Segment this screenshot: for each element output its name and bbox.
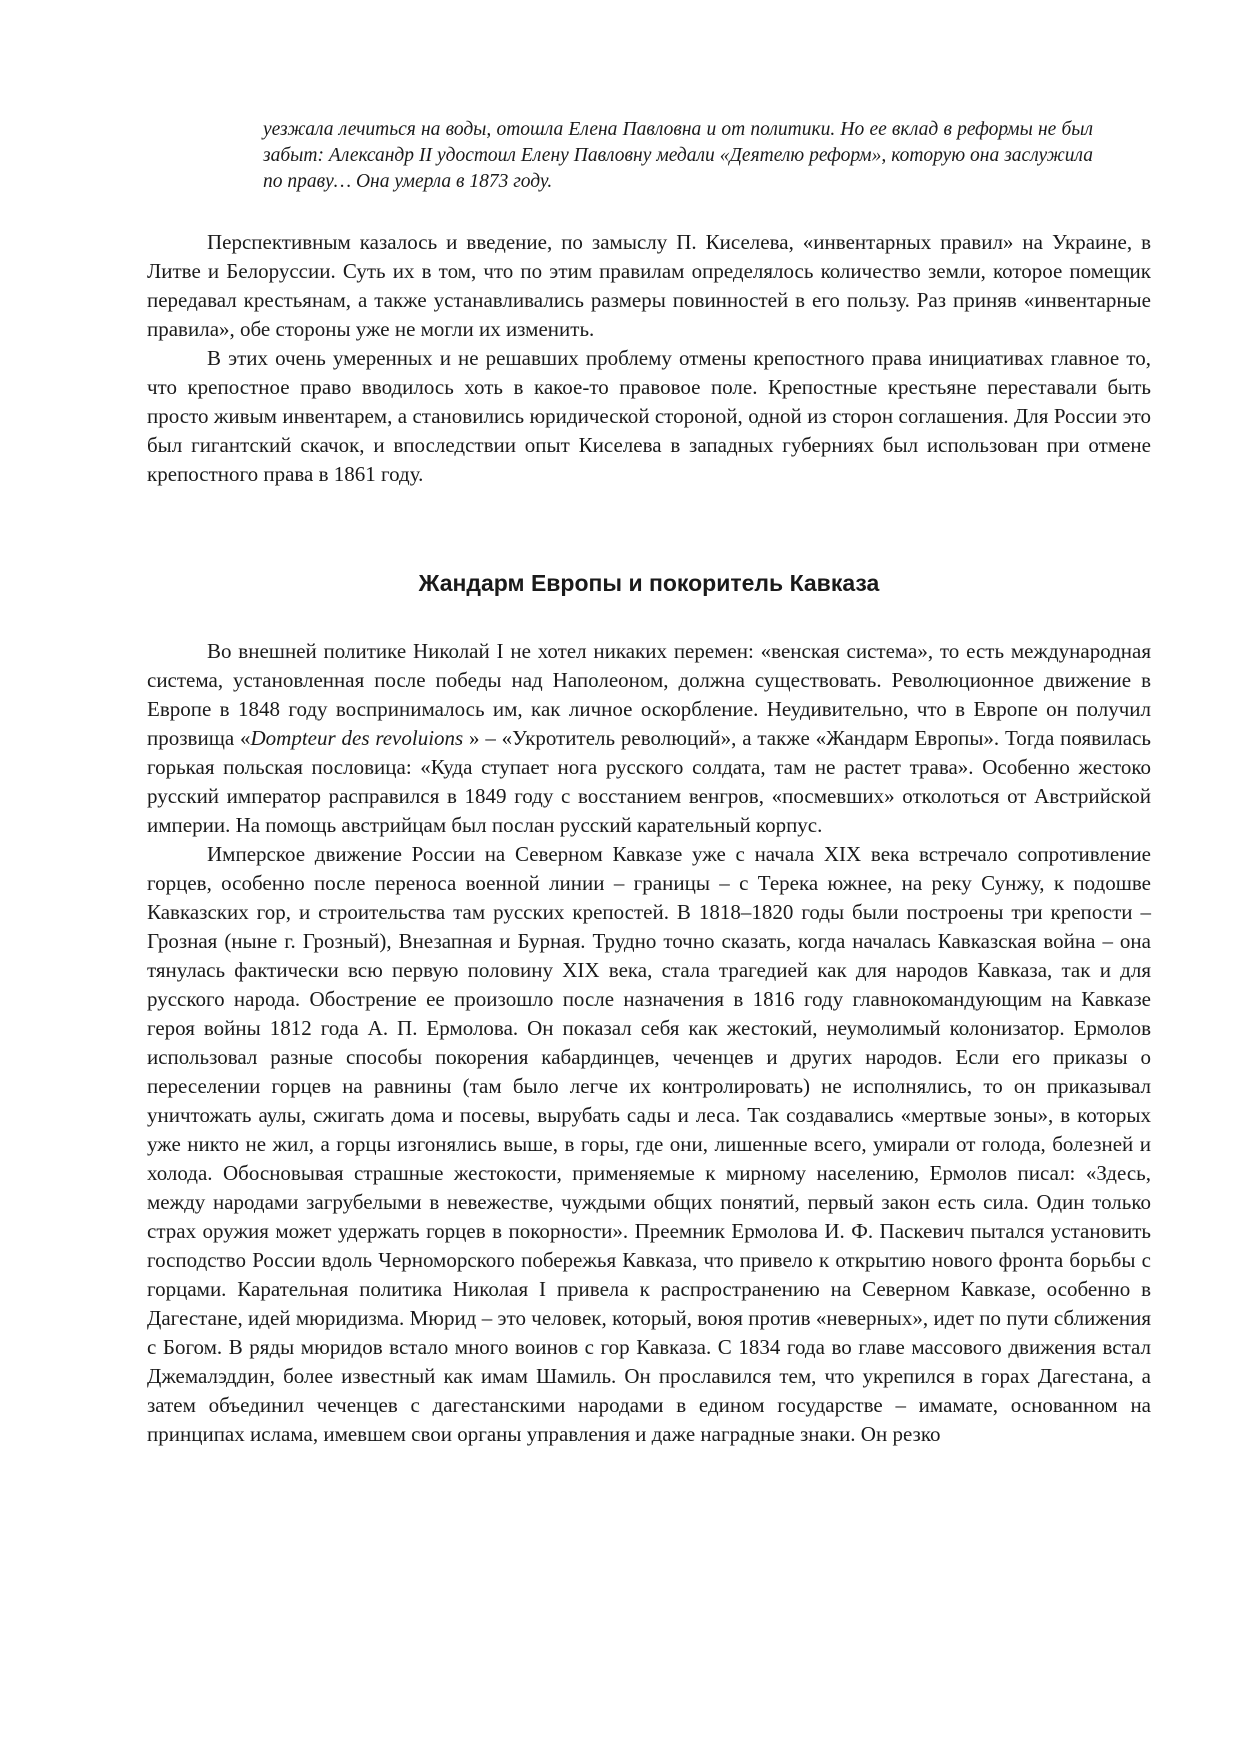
italic-quote-block: уезжала лечиться на воды, отошла Елена Павловна и от политики. Но ее вклад в реформы не был забыт: Александр II удостоил Елену Павловну медали «Деятелю реформ», которую она заслужила по праву… Она умерла в 1873 году. [263,119,1093,192]
paragraph-text: » – «Укротитель революций», а также «Жандарм Европы». Тогда появилась горькая польская пословица: «Куда ступает нога русского солдата, там не растет трава». Особенно жестоко русский император расправился в 1849 году с восстанием венгров, «посмевших» отколоться от Австрийской империи. На помощь австрийцам был послан русский карательный корпус. [147,726,1151,837]
section-heading: Жандарм Европы и покоритель Кавказа [418,570,880,596]
section-text-block-caucasus [147,637,1151,1449]
foreign-phrase: Dompteur des revoluions [250,726,464,750]
paragraph-inventory-rules: Перспективным казалось и введение, по замыслу П. Киселева, «инвентарных правил» на Украине, в Литве и Белоруссии. Суть их в том, что по этим правилам определялось количество земли, которое помещик передавал крестьянам, а также устанавливались размеры повинностей в его пользу. Раз приняв «инвентарные правила», обе стороны уже не могли их изменить. [147,230,1151,341]
paragraph-caucasus-war: Имперское движение России на Северном Кавказе уже с начала XIX века встречало сопротивление горцев, особенно после переноса военной линии – границы – с Терека южнее, на реку Сунжу, к подошве Кавказских гор, и строительства там русских крепостей. В 1818–1820 годы были построены три крепости – Грозная (ныне г. Грозный), Внезапная и Бурная. Трудно точно сказать, когда началась Кавказская война – она тянулась фактически всю первую половину XIX века, стала трагедией как для народов Кавказа, так и для русского народа. Обострение ее произошло после назначения в 1816 году главнокомандующим на Кавказе героя войны 1812 года А. П. Ермолова. Он показал себя как жестокий, неумолимый колонизатор. Ермолов использовал разные способы покорения кабардинцев, чеченцев и других народов. Если его приказы о переселении горцев на равнины (там было легче их контролировать) не исполнялись, то он приказывал уничтожать аулы, сжигать дома и посевы, вырубать сады и леса. Так создавались «мертвые зоны», в которых уже никто не жил, а горцы изгонялись выше, в горы, где они, лишенные всего, умирали от голода, болезней и холода. Обосновывая страшные жестокости, применяемые к мирному населению, Ермолов писал: «Здесь, между народами загрубелыми в невежестве, чуждыми общих понятий, первый закон есть сила. Один только страх оружия может удержать горцев в покорности». Преемник Ермолова И. Ф. Паскевич пытался установить господство России вдоль Черноморского побережья Кавказа, что привело к открытию нового фронта борьбы с горцами. Карательная политика Николая I привела к распространению на Северном Кавказе, особенно в Дагестане, идей мюридизма. Мюрид – это человек, который, воюя против «неверных», идет по пути сближения с Богом. В ряды мюридов встало много воинов с гор Кавказа. С 1834 года во главе массового движения встал Джемалэддин, более известный как имам Шамиль. Он прославился тем, что укрепился в горах Дагестана, а затем объединил чеченцев с дагестанскими народами в едином государстве – имамате, основанном на принципах ислама, имевшем свои органы управления и даже наградные знаки. Он резко [147,842,1151,1446]
paragraph-foreign-policy [147,637,1151,840]
paragraph-text: Во внешней политике Николай I не хотел никаких перемен: «венская система», то есть международная система, установленная после победы над Наполеоном, должна существовать. Революционное движение в Европе в 1848 году воспринималось им, как личное оскорбление. Неудивительно, что в Европе он получил прозвища « [147,639,1151,750]
paragraph-legal-field: В этих очень умеренных и не решавших проблему отмены крепостного права инициативах главное то, что крепостное право вводилось хоть в какое-то правовое поле. Крепостные крестьяне переставали быть просто живым инвентарем, а становились юридической стороной, одной из сторон соглашения. Для России это был гигантский скачок, и впоследствии опыт Киселева в западных губерниях был использован при отмене крепостного права в 1861 году. [147,346,1151,486]
section-text-block [147,228,1151,489]
